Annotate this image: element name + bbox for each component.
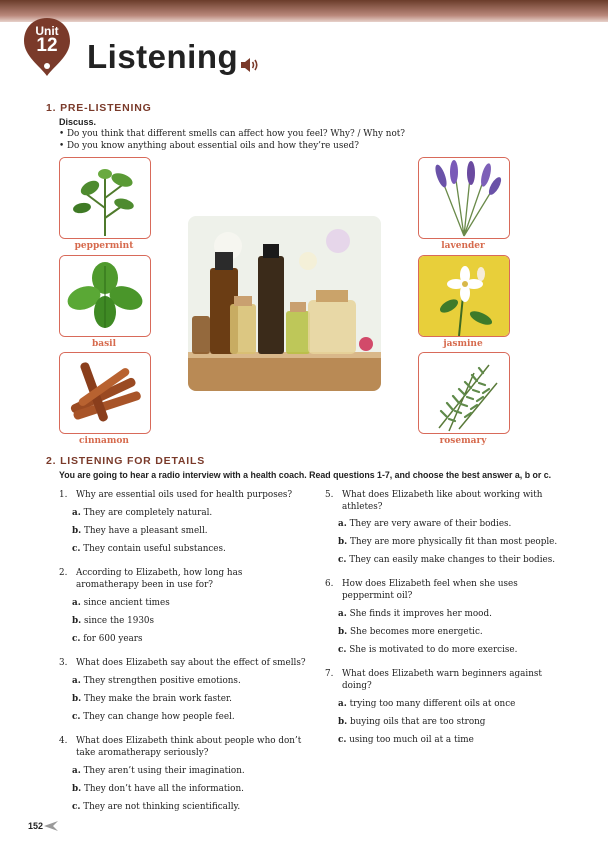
jasmine-image [418, 255, 510, 337]
lavender-image [418, 157, 510, 239]
answer-option[interactable]: b. buying oils that are too strong [338, 717, 486, 727]
page-arrow-icon [44, 821, 58, 831]
answer-option[interactable]: a. They are completely natural. [72, 508, 213, 518]
discussion-bullet: • Do you think that different smells can affect how you feel? Why? / Why not? [59, 129, 405, 139]
answer-option[interactable]: a. trying too many different oils at once [338, 699, 516, 709]
answer-option[interactable]: b. They are more physically fit than most people. [338, 537, 558, 547]
answer-option[interactable]: c. using too much oil at a time [338, 735, 474, 745]
discussion-bullet: • Do you know anything about essential oils and how they’re used? [59, 141, 359, 151]
answer-option[interactable]: b. They don’t have all the information. [72, 784, 244, 794]
page-title: Listening [87, 38, 239, 75]
question-number: 4. [59, 736, 68, 746]
section-heading-pre-listening: 1. PRE-LISTENING [46, 102, 152, 114]
question-text: What does Elizabeth say about the effect of smells? [76, 658, 306, 668]
peppermint-image [59, 157, 151, 239]
question-number: 7. [325, 669, 334, 679]
answer-option[interactable]: b. They make the brain work faster. [72, 694, 232, 704]
caption-lavender: lavender [441, 241, 485, 251]
answer-option[interactable]: c. They can change how people feel. [72, 712, 235, 722]
answer-option[interactable]: a. They aren’t using their imagination. [72, 766, 245, 776]
question-text: Why are essential oils used for health purposes? [76, 490, 293, 500]
caption-cinnamon: cinnamon [79, 436, 129, 446]
question-text: What does Elizabeth warn beginners against doing? [342, 669, 542, 691]
unit-number: 12 [36, 35, 58, 56]
cinnamon-image [59, 352, 151, 434]
unit-label: Unit [35, 24, 59, 38]
answer-option[interactable]: b. They have a pleasant smell. [72, 526, 208, 536]
top-banner [0, 0, 608, 22]
caption-jasmine: jasmine [443, 339, 483, 349]
question-number: 6. [325, 579, 334, 589]
page-number: 152 [28, 821, 44, 831]
caption-rosemary: rosemary [439, 436, 487, 446]
answer-option[interactable]: c. They can easily make changes to their bodies. [338, 555, 556, 565]
basil-image [59, 255, 151, 337]
question-text: How does Elizabeth feel when she uses peppermint oil? [342, 579, 518, 601]
answer-option[interactable]: b. She becomes more energetic. [338, 627, 483, 637]
answer-option[interactable]: a. They strengthen positive emotions. [72, 676, 241, 686]
question-text: What does Elizabeth like about working with athletes? [342, 490, 543, 512]
audio-speaker-icon[interactable] [240, 57, 260, 73]
question-number: 1. [59, 490, 68, 500]
question-number: 5. [325, 490, 334, 500]
section-heading-listening-details: 2. LISTENING FOR DETAILS [46, 455, 206, 467]
answer-option[interactable]: a. since ancient times [72, 598, 170, 608]
answer-option[interactable]: a. She finds it improves her mood. [338, 609, 492, 619]
rosemary-image [418, 352, 510, 434]
task-instruction: You are going to hear a radio interview with a health coach. Read questions 1-7, and choose the best answer a, b or c. [59, 470, 552, 480]
question-text: What does Elizabeth think about people who don’t take aromatherapy seriously? [76, 736, 302, 758]
answer-option[interactable]: c. They are not thinking scientifically. [72, 802, 241, 812]
caption-peppermint: peppermint [74, 241, 134, 251]
answer-option[interactable]: b. since the 1930s [72, 616, 155, 626]
essential-oils-photo [188, 216, 381, 391]
question-text: According to Elizabeth, how long has aromatherapy been in use for? [76, 568, 243, 590]
answer-option[interactable]: c. for 600 years [72, 634, 143, 644]
answer-option[interactable]: c. She is motivated to do more exercise. [338, 645, 518, 655]
caption-basil: basil [91, 339, 117, 349]
answer-option[interactable]: c. They contain useful substances. [72, 544, 226, 554]
instruction-discuss: Discuss. [59, 117, 97, 127]
answer-option[interactable]: a. They are very aware of their bodies. [338, 519, 512, 529]
question-number: 2. [59, 568, 68, 578]
question-number: 3. [59, 658, 68, 668]
